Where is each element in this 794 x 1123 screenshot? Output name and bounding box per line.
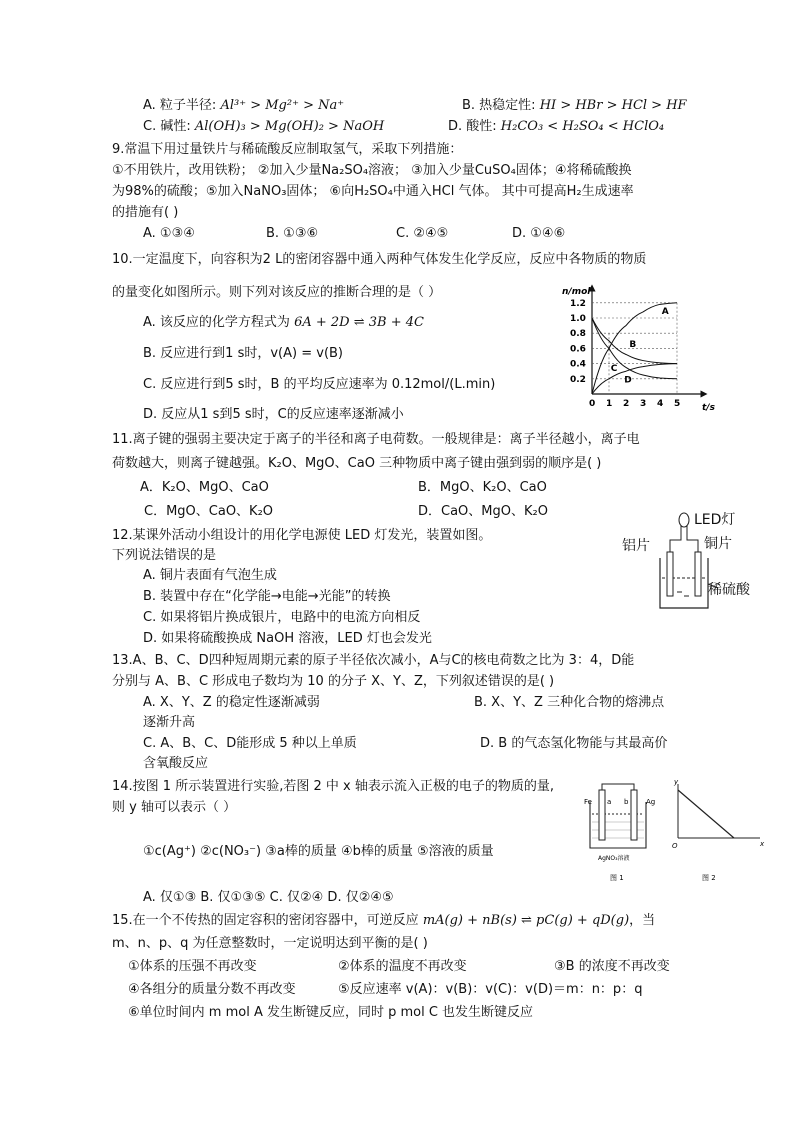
q14-figures bbox=[582, 778, 772, 886]
q9-stem-line3: 为98%的硫酸；⑤加入NaNO₃固体； ⑥向H₂SO₄中通入HCl 气体。 其中可提高H₂生成速率 bbox=[112, 184, 634, 199]
q11-option-d: D．CaO、MgO、K₂O bbox=[418, 504, 548, 519]
q10-option-a-equation: 6A + 2D ⇌ 3B + 4C bbox=[294, 315, 424, 330]
q13-option-a: A. X、Y、Z 的稳定性逐渐减弱 bbox=[143, 695, 320, 710]
fig1-caption: 图 1 bbox=[610, 874, 624, 882]
q10-stem-line2: 的量变化如图所示。则下列对该反应的推断合理的是（ ） bbox=[112, 285, 442, 300]
fig1-beaker bbox=[590, 802, 646, 848]
q9-option-b: B. ①③⑥ bbox=[266, 226, 319, 241]
fig1-rod-b bbox=[631, 790, 637, 840]
q8-option-c bbox=[143, 118, 384, 136]
q8-option-b-formula: HI > HBr > HCl > HF bbox=[539, 98, 687, 113]
q10-option-a bbox=[143, 314, 424, 332]
q9-stem-line4: 的措施有( ) bbox=[112, 205, 179, 220]
q9-option-a: A. ①③④ bbox=[143, 226, 195, 241]
q15-condition-1: ①体系的压强不再改变 bbox=[128, 959, 257, 974]
copper-plate bbox=[695, 552, 701, 596]
led-label: LED灯 bbox=[694, 512, 736, 528]
fig2-x-label: x bbox=[760, 840, 765, 848]
q13-option-b-cont: 逐渐升高 bbox=[143, 715, 196, 730]
q15-stem-tail: ，当 bbox=[629, 913, 656, 928]
q11-stem-line1: 11.离子键的强弱主要决定于离子的半径和离子电荷数。一般规律是：离子半径越小，离子电 bbox=[112, 432, 640, 447]
q9-stem-line1: 9.常温下用过量铁片与稀硫酸反应制取氢气，采取下列措施： bbox=[112, 142, 463, 157]
fig1-fe-label: Fe bbox=[584, 798, 592, 806]
q10-chart-svg bbox=[558, 282, 718, 414]
q10-y-tick-label: 1.0 bbox=[570, 314, 586, 324]
q15-stem-line1 bbox=[112, 912, 655, 930]
wire-left bbox=[670, 534, 681, 552]
fig1-rod-a bbox=[599, 790, 605, 840]
q12-stem-line2: 下列说法错误的是 bbox=[112, 548, 217, 563]
fig1-wire bbox=[602, 784, 634, 790]
q10-x-tick-label: 4 bbox=[657, 399, 664, 409]
q15-stem-line2: m、n、p、q 为任意整数时，一定说明达到平衡的是( ) bbox=[112, 936, 428, 951]
fig1-a-label: a bbox=[607, 798, 612, 806]
q10-option-a-text: A. 该反应的化学方程式为 bbox=[143, 315, 290, 330]
q10-series-a-label: A bbox=[661, 307, 669, 318]
q10-series-d-label: D bbox=[624, 375, 632, 386]
q8-option-d-label: D. 酸性: bbox=[448, 119, 497, 134]
q14-figures-svg bbox=[582, 778, 772, 886]
q10-series-b-label: B bbox=[629, 339, 637, 350]
q10-x-tick-label: 1 bbox=[606, 399, 613, 409]
q9-option-c: C. ②④⑤ bbox=[396, 226, 449, 241]
fig2-origin-label: O bbox=[672, 842, 678, 850]
q10-y-tick-label: 1.2 bbox=[570, 298, 586, 309]
q10-y-tick-label: 0.4 bbox=[570, 359, 586, 370]
q8-option-c-label: C. 碱性: bbox=[143, 119, 191, 134]
q10-series-c-label: C bbox=[610, 364, 618, 375]
q13-stem-line1: 13.A、B、C、D四种短周期元素的原子半径依次减小，A与C的核电荷数之比为 3：4，D能 bbox=[112, 653, 635, 668]
fig1-b-label: b bbox=[624, 798, 629, 806]
q8-option-b bbox=[462, 97, 687, 115]
q15-equation: mA(g) + nB(s) ⇌ pC(g) + qD(g) bbox=[422, 913, 630, 928]
q10-x-tick-label: 0 bbox=[589, 399, 596, 409]
q15-condition-3: ③B 的浓度不再改变 bbox=[554, 959, 670, 974]
q13-stem-line2: 分别与 A、B、C 形成电子数均为 10 的分子 X、Y、Z，下列叙述错误的是( ) bbox=[112, 674, 555, 689]
acid-label: 稀硫酸 bbox=[708, 582, 750, 598]
aluminum-label: 铝片 bbox=[622, 538, 650, 554]
q9-stem-line2: ①不用铁片，改用铁粉； ②加入少量Na₂SO₄溶液； ③加入少量CuSO₄固体；④将稀硫酸换 bbox=[112, 163, 632, 178]
q15-condition-6: ⑥单位时间内 m mol A 发生断键反应，同时 p mol C 也发生断键反应 bbox=[128, 1005, 534, 1020]
q12-cell-figure bbox=[622, 508, 772, 618]
q13-option-d: D. B 的气态氢化物能与其最高价 bbox=[480, 736, 668, 751]
q10-y-tick-label: 0.6 bbox=[570, 344, 586, 355]
fig2-line bbox=[678, 790, 734, 838]
q13-option-c: C. A、B、C、D能形成 5 种以上单质 bbox=[143, 736, 357, 751]
q10-y-axis-label: n/mol bbox=[562, 287, 591, 297]
q8-option-c-formula: Al(OH)₃ > Mg(OH)₂ > NaOH bbox=[194, 119, 385, 134]
fig2-y-label: y bbox=[674, 778, 679, 786]
copper-label: 铜片 bbox=[704, 536, 732, 552]
q8-option-b-label: B. 热稳定性: bbox=[462, 98, 536, 113]
q14-stem-line1: 14.按图 1 所示装置进行实验,若图 2 中 x 轴表示流入正极的电子的物质的量, bbox=[112, 779, 554, 794]
q10-option-b: B. 反应进行到1 s时，v(A) = v(B) bbox=[143, 346, 344, 361]
fig1-ag-label: Ag bbox=[646, 798, 656, 806]
q8-option-a bbox=[143, 97, 344, 115]
aluminum-plate bbox=[667, 552, 673, 596]
q8-option-d-formula: H₂CO₃ < H₂SO₄ < HClO₄ bbox=[500, 119, 665, 134]
q14-options: A. 仅①③ B. 仅①③⑤ C. 仅②④ D. 仅②④⑤ bbox=[143, 890, 394, 905]
fig1-solution-label: AgNO₃溶液 bbox=[598, 855, 630, 862]
q15-condition-5: ⑤反应速率 v(A)：v(B)：v(C)：v(D)＝m：n：p：q bbox=[338, 982, 643, 997]
q14-stem-line2: 则 y 轴可以表示（ ） bbox=[112, 800, 237, 815]
q11-option-a: A．K₂O、MgO、CaO bbox=[140, 480, 269, 495]
q13-option-d-cont: 含氧酸反应 bbox=[143, 756, 209, 771]
q10-x-tick-label: 2 bbox=[623, 399, 630, 409]
q8-option-a-label: A. 粒子半径: bbox=[143, 98, 217, 113]
q15-condition-4: ④各组分的质量分数不再改变 bbox=[128, 982, 296, 997]
q8-option-d bbox=[448, 118, 664, 136]
q10-chart bbox=[558, 282, 718, 414]
q10-y-tick-label: 0.8 bbox=[570, 329, 586, 340]
q10-option-d: D. 反应从1 s到5 s时，C的反应速率逐渐减小 bbox=[143, 407, 404, 422]
q10-x-tick-label: 3 bbox=[640, 399, 647, 409]
q10-stem-line1: 10.一定温度下，向容积为2 L的密闭容器中通入两种气体发生化学反应，反应中各物质的物质 bbox=[112, 252, 647, 267]
q10-x-axis-label: t/s bbox=[702, 403, 715, 413]
q11-stem-line2: 荷数越大，则离子键越强。K₂O、MgO、CaO 三种物质中离子键由强到弱的顺序是( ) bbox=[112, 456, 602, 471]
q11-option-b: B．MgO、K₂O、CaO bbox=[418, 480, 547, 495]
q10-option-c: C. 反应进行到5 s时，B 的平均反应速率为 0.12mol/(L.min) bbox=[143, 377, 496, 392]
wire-right bbox=[687, 534, 698, 552]
q12-option-d: D. 如果将硫酸换成 NaOH 溶液，LED 灯也会发光 bbox=[143, 631, 432, 646]
q8-option-a-formula: Al³⁺ > Mg²⁺ > Na⁺ bbox=[220, 98, 345, 113]
q12-cell-svg bbox=[622, 508, 772, 618]
q12-stem-line1: 12.某课外活动小组设计的用化学电源使 LED 灯发光，装置如图。 bbox=[112, 528, 492, 543]
q12-option-b: B. 装置中存在“化学能→电能→光能”的转换 bbox=[143, 589, 391, 604]
q12-option-c: C. 如果将铝片换成银片，电路中的电流方向相反 bbox=[143, 610, 421, 625]
q14-items: ①c(Ag⁺) ②c(NO₃⁻) ③a棒的质量 ④b棒的质量 ⑤溶液的质量 bbox=[143, 844, 494, 859]
q13-option-b: B. X、Y、Z 三种化合物的熔沸点 bbox=[474, 695, 665, 710]
q10-x-tick-label: 5 bbox=[674, 399, 681, 409]
q12-option-a: A. 铜片表面有气泡生成 bbox=[143, 568, 277, 583]
q15-condition-2: ②体系的温度不再改变 bbox=[338, 959, 467, 974]
q11-option-c: C．MgO、CaO、K₂O bbox=[144, 504, 274, 519]
led-bulb-icon bbox=[679, 513, 689, 527]
fig2-caption: 图 2 bbox=[702, 874, 716, 882]
q15-stem-text: 15.在一个不传热的固定容积的密闭容器中，可逆反应 bbox=[112, 913, 423, 928]
q10-y-tick-label: 0.2 bbox=[570, 374, 586, 385]
q9-option-d: D. ①④⑥ bbox=[512, 226, 566, 241]
